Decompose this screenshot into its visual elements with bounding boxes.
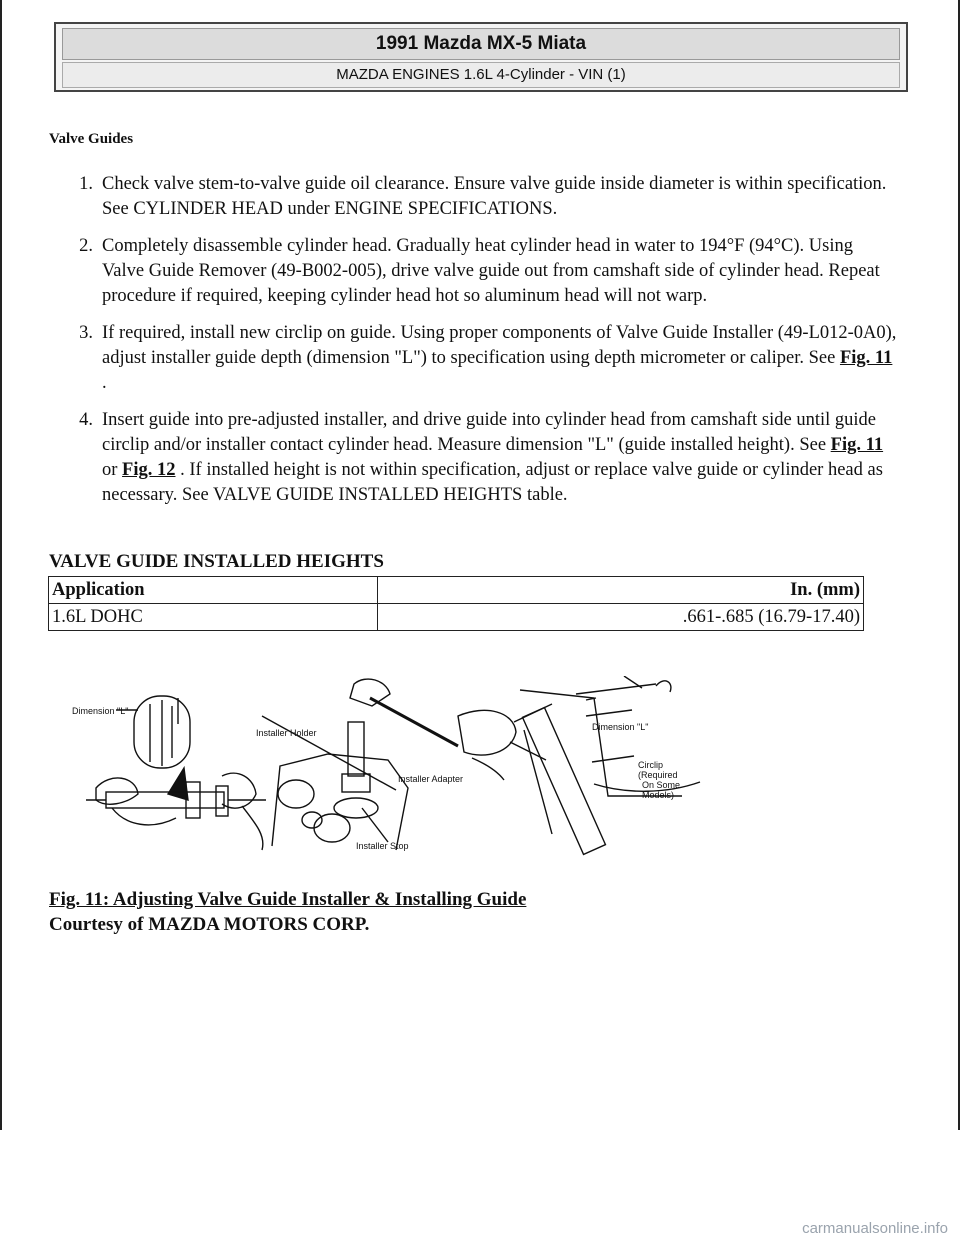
- step-text-tail: . If installed height is not within specification, adjust or replace valve guide or cylinder head as necessary. See VALVE GUIDE INSTALLED HEIGHTS table.: [102, 460, 883, 505]
- valve-guide-installer-illustration: [66, 676, 708, 858]
- label-installer-holder: Installer Holder: [256, 728, 317, 738]
- document-header: [54, 22, 908, 92]
- step-number: 3.: [79, 323, 93, 343]
- step-text: Check valve stem-to-valve guide oil clearance. Ensure valve guide inside diameter is within specification. See CYLINDER HEAD under ENGINE SPECIFICATIONS.: [102, 174, 887, 219]
- cell-application: 1.6L DOHC: [49, 604, 378, 631]
- table-header-row: [49, 577, 864, 604]
- section-heading: Valve Guides: [49, 131, 134, 147]
- step-text: Insert guide into pre-adjusted installer, and drive guide into cylinder head from camshaft side until guide circlip and/or installer contact cylinder head. Measure dimension "L" (guide installed height). See: [102, 410, 876, 455]
- figure-caption-link[interactable]: Fig. 11: Adjusting Valve Guide Installer & Installing Guide: [49, 889, 527, 910]
- step-text-mid: or: [102, 460, 123, 480]
- label-circlip: Circlip: [638, 760, 664, 770]
- fig-11-link[interactable]: Fig. 11: [830, 435, 884, 455]
- installed-heights-table: [48, 576, 864, 631]
- document-subtitle: MAZDA ENGINES 1.6L 4-Cylinder - VIN (1): [62, 62, 900, 88]
- cell-measurement: .661-.685 (16.79-17.40): [378, 604, 864, 631]
- label-circlip-note: On Some: [642, 780, 681, 790]
- fig-11-link[interactable]: Fig. 11: [839, 348, 893, 368]
- table-row: [49, 604, 864, 631]
- hammer-head: [350, 679, 390, 706]
- label-installer-adapter: Installer Adapter: [398, 774, 464, 784]
- label-installer-stop: Installer Stop: [356, 841, 409, 851]
- label-dimension-right: Dimension "L": [592, 722, 649, 732]
- fig-12-link[interactable]: Fig. 12: [122, 460, 176, 480]
- site-watermark: carmanualsonline.info: [802, 1220, 948, 1237]
- table-title: VALVE GUIDE INSTALLED HEIGHTS: [49, 551, 384, 572]
- step-number: 2.: [79, 236, 93, 256]
- figure-credit: Courtesy of MAZDA MOTORS CORP.: [49, 914, 370, 935]
- step-number: 4.: [79, 410, 93, 430]
- step-item: [49, 321, 899, 396]
- step-text: Completely disassemble cylinder head. Gradually heat cylinder head in water to 194°F (94°C). Using Valve Guide Remover (49-B002-005), drive valve guide out from camshaft side of cylinder head. Repeat procedure if required, keeping cylinder head hot so aluminum head will not warp.: [102, 236, 880, 306]
- document-title: 1991 Mazda MX-5 Miata: [62, 28, 900, 60]
- caliper-body: [106, 792, 224, 808]
- label-circlip-note: Models): [642, 790, 675, 800]
- step-item: [49, 172, 899, 222]
- label-dimension-left: Dimension "L": [72, 706, 129, 716]
- step-text-tail: .: [102, 373, 107, 393]
- page-border-left: [0, 0, 2, 1130]
- step-item: [49, 408, 899, 508]
- step-number: 1.: [79, 174, 93, 194]
- column-header-measurement: In. (mm): [378, 577, 864, 604]
- step-text: If required, install new circlip on guide. Using proper components of Valve Guide Installer (49-L012-0A0), adjust installer guide depth (dimension "L") to specification using depth micrometer or caliper. See: [102, 323, 897, 368]
- label-circlip-note: (Required: [638, 770, 678, 780]
- procedure-steps: [49, 172, 899, 520]
- step-item: [49, 234, 899, 309]
- column-header-application: Application: [49, 577, 378, 604]
